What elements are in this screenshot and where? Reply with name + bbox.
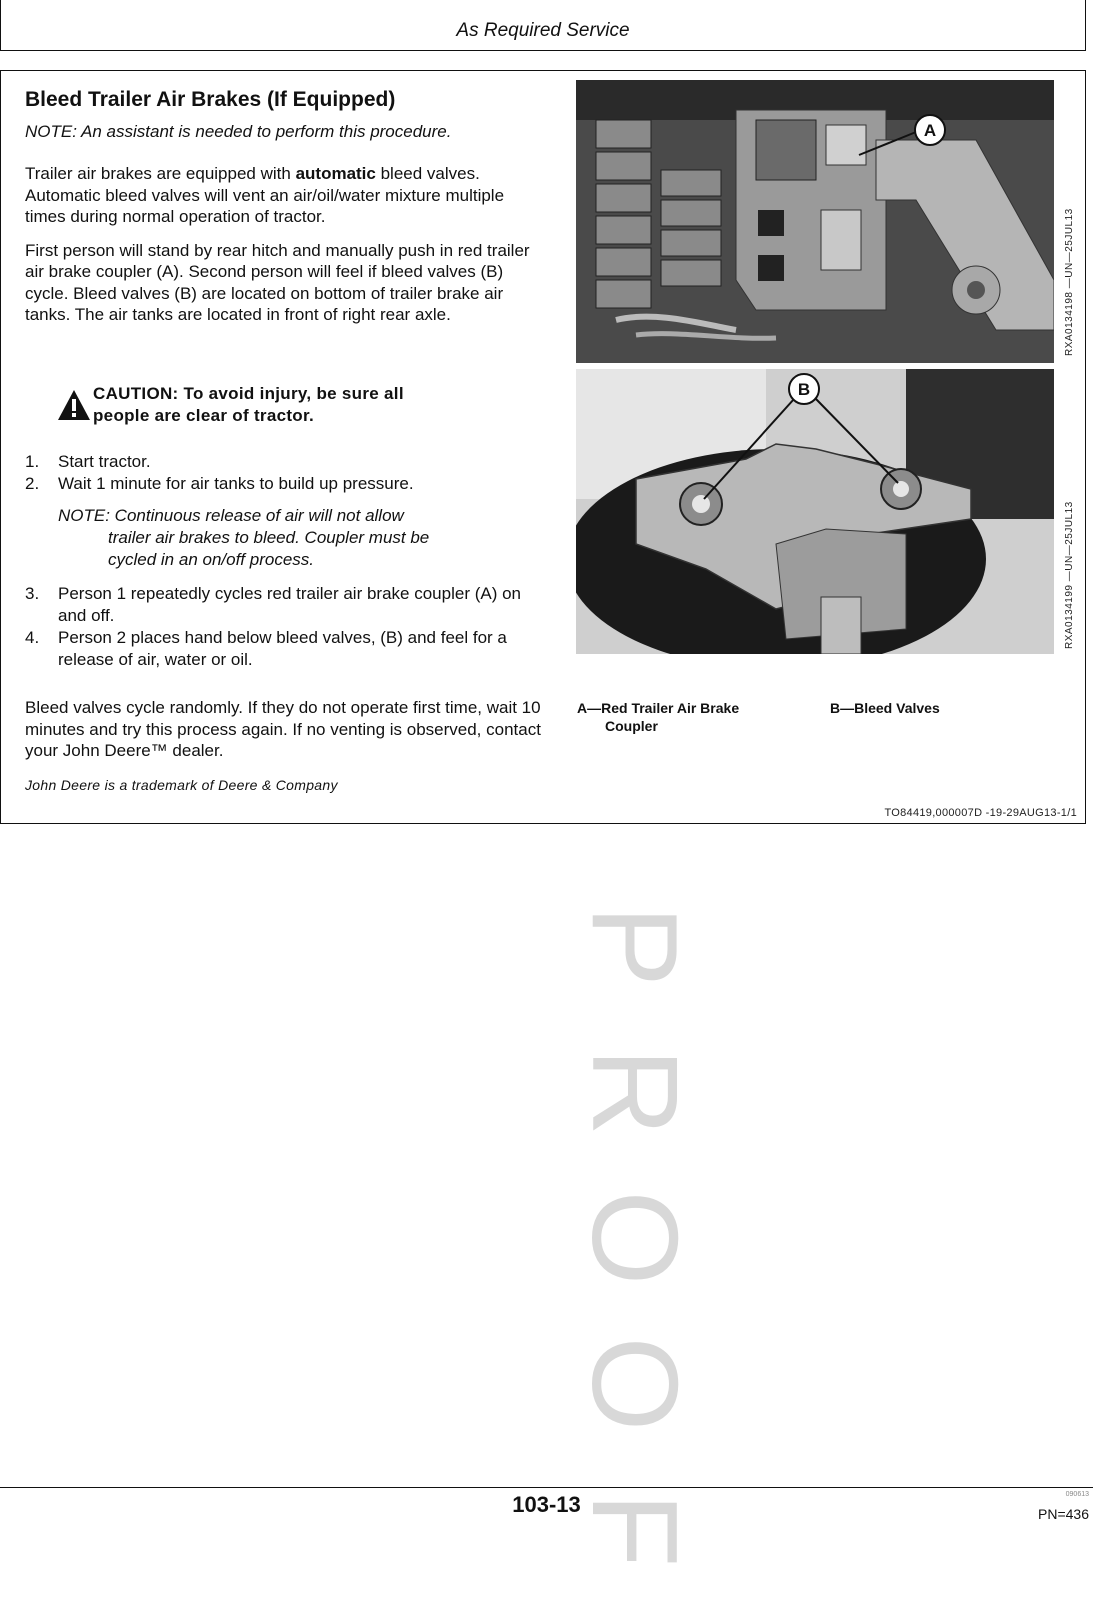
procedure-text — [25, 87, 545, 338]
document-reference: TO84419,000007D -19-29AUG13-1/1 — [884, 807, 1077, 819]
callout-a-label: A — [923, 121, 937, 140]
header-title: As Required Service — [456, 20, 630, 41]
intro-paragraph: Trailer air brakes are equipped with automatic bleed valves. Automatic bleed valves will vent an air/oil/water mixture multiple times during normal operation of tractor. — [25, 164, 505, 226]
section-title: Bleed Trailer Air Brakes (If Equipped) — [25, 88, 396, 111]
list-item: 1. Start tractor. — [25, 452, 151, 471]
list-item: 2. Wait 1 minute for air tanks to build up pressure. — [25, 474, 414, 493]
legend-a: A—Red Trailer Air Brake Coupler — [577, 700, 740, 734]
watermark-letter: O — [567, 1336, 703, 1432]
steps-list — [25, 451, 545, 671]
closing-paragraph: Bleed valves cycle randomly. If they do not operate first time, wait 10 minutes and try this process again. If no venting is observed, contact your John Deere™ dealer. — [25, 698, 541, 760]
watermark-letter: P — [567, 905, 703, 987]
footer-date: 090613 — [1065, 1491, 1089, 1498]
caution-label: CAUTION: — [93, 384, 179, 403]
watermark-letter: O — [567, 1190, 703, 1286]
continuous-release-note: NOTE: Continuous release of air will not allow trailer air brakes to bleed. Coupler must be cycled in an on/off process. — [58, 506, 430, 569]
emphasis-automatic: automatic — [295, 164, 376, 183]
trademark-notice: John Deere is a trademark of Deere & Company — [25, 777, 338, 793]
coupler-photo — [576, 80, 1054, 363]
figure-1-code: RXA0134198 —UN—25JUL13 — [1064, 208, 1075, 356]
caution-block — [57, 383, 537, 427]
watermark-letter: F — [567, 1492, 703, 1568]
page-header — [0, 0, 1086, 51]
figure-2-code: RXA0134199 —UN—25JUL13 — [1064, 501, 1075, 649]
bleed-valves-photo — [576, 369, 1054, 654]
list-item: 3. Person 1 repeatedly cycles red trailer air brake coupler (A) on and off. — [25, 584, 521, 625]
page-number: 103-13 — [512, 1492, 581, 1517]
watermark-letter: R — [567, 1047, 703, 1137]
footer-divider — [0, 1487, 1093, 1488]
assistant-note: NOTE: An assistant is needed to perform this procedure. — [25, 122, 452, 141]
callout-b-label: B — [797, 380, 811, 399]
content-box — [0, 70, 1086, 824]
procedure-paragraph: First person will stand by rear hitch and manually push in red trailer air brake coupler (A). Second person will feel if bleed valves (B) cycle. Bleed valves (B) are located on bottom of trailer brake air tanks. The air tanks are located in front of right rear axle. — [25, 240, 530, 324]
caution-text: CAUTION: To avoid injury, be sure all people are clear of tractor. — [93, 384, 404, 425]
list-item: 4. Person 2 places hand below bleed valves, (B) and feel for a release of air, water or oil. — [25, 628, 507, 669]
page-pn: PN=436 — [1038, 1506, 1089, 1522]
warning-triangle-icon — [57, 389, 91, 421]
legend-b: B—Bleed Valves — [830, 700, 940, 716]
